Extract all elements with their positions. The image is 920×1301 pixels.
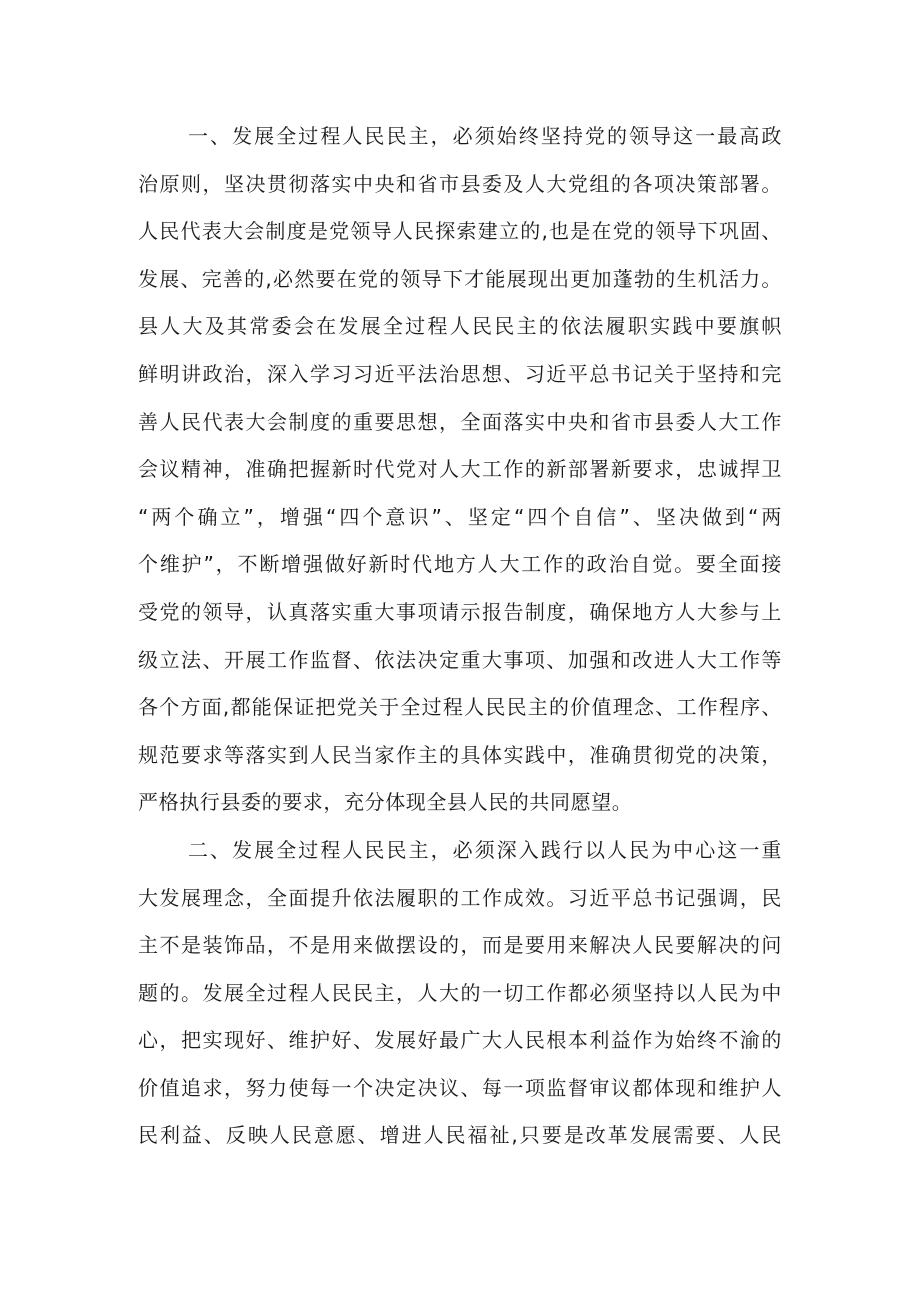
paragraph-line: 题的。发展全过程人民民主，人大的一切工作都必须坚持以人民为中 — [138, 980, 782, 1005]
paragraph-section-1 — [138, 113, 782, 827]
paragraph-line: “两个确立”，增强“四个意识”、坚定“四个自信”、坚决做到“两 — [138, 504, 782, 529]
paragraph-line: 个维护”，不断增强做好新时代地方人大工作的政治自觉。要全面接 — [138, 552, 782, 577]
paragraph-line: 严格执行县委的要求，充分体现全县人民的共同愿望。 — [138, 790, 633, 815]
paragraph-line: 受党的领导，认真落实重大事项请示报告制度，确保地方人大参与上 — [138, 599, 782, 624]
paragraph-line: 规范要求等落实到人民当家作主的具体实践中，准确贯彻党的决策， — [138, 742, 782, 767]
paragraph-line: 一、发展全过程人民民主，必须始终坚持党的领导这一最高政 — [188, 124, 782, 148]
paragraph-line: 人民代表大会制度是党领导人民探索建立的,也是在党的领导下巩固、 — [138, 219, 782, 244]
paragraph-line: 发展、完善的,必然要在党的领导下才能展现出更加蓬勃的生机活力。 — [138, 266, 782, 291]
paragraph-line: 主不是装饰品，不是用来做摆设的，而是要用来解决人民要解决的问 — [138, 933, 782, 958]
document-page — [138, 113, 782, 1160]
paragraph-line: 县人大及其常委会在发展全过程人民民主的依法履职实践中要旗帜 — [138, 314, 782, 339]
paragraph-line: 鲜明讲政治，深入学习习近平法治思想、习近平总书记关于坚持和完 — [138, 361, 782, 386]
paragraph-line: 心，把实现好、维护好、发展好最广大人民根本利益作为始终不渝的 — [138, 1028, 782, 1053]
paragraph-line: 二、发展全过程人民民主，必须深入践行以人民为中心这一重 — [188, 837, 782, 862]
paragraph-line: 大发展理念，全面提升依法履职的工作成效。习近平总书记强调，民 — [138, 885, 782, 910]
paragraph-line: 各个方面,都能保证把党关于全过程人民民主的价值理念、工作程序、 — [138, 695, 782, 720]
paragraph-line: 民利益、反映人民意愿、增进人民福祉,只要是改革发展需要、人民 — [138, 1123, 782, 1148]
paragraph-section-2 — [138, 827, 782, 1160]
paragraph-line: 级立法、开展工作监督、依法决定重大事项、加强和改进人大工作等 — [138, 647, 782, 672]
paragraph-line: 会议精神，准确把握新时代党对人大工作的新部署新要求，忠诚捍卫 — [138, 457, 782, 482]
paragraph-line: 治原则，坚决贯彻落实中央和省市县委及人大党组的各项决策部署。 — [138, 171, 782, 196]
paragraph-line: 善人民代表大会制度的重要思想，全面落实中央和省市县委人大工作 — [138, 409, 782, 434]
paragraph-line: 价值追求，努力使每一个决定决议、每一项监督审议都体现和维护人 — [138, 1075, 782, 1100]
